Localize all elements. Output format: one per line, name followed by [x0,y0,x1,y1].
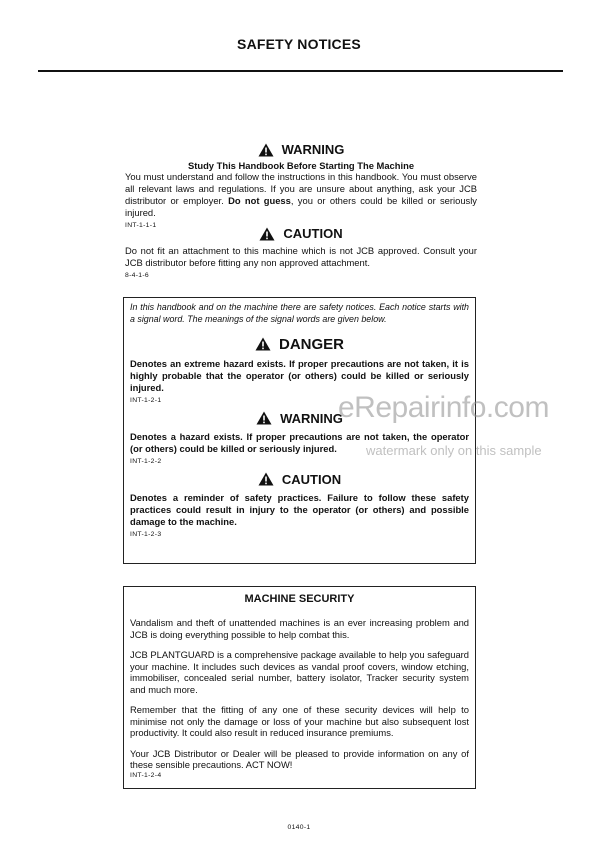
page-title: SAFETY NOTICES [237,36,361,52]
title-divider [38,70,563,72]
signal-caution-title: CAUTION [281,471,342,487]
signal-warning-title: WARNING [280,410,343,426]
warning-triangle-icon [258,143,274,157]
security-paragraph: Remember that the fitting of any one of these security devices will help to minimise not only the damage or loss of your machine but also subsequent lost productivity. It could also result in reduced insurance premiums. [130,704,469,738]
security-paragraph: JCB PLANTGUARD is a comprehensive package available to help you safeguard your machine. It includes such devices as vandal proof covers, window etching, immobiliser, concealed serial number, battery isolator, Tracker security system and much more. [130,649,469,695]
signal-caution-heading [130,472,469,487]
signal-warning-ref: INT-1-2-2 [130,457,162,465]
warning-notice-subheading: Study This Handbook Before Starting The Machine [187,160,415,171]
security-paragraph: Vandalism and theft of unattended machines is an ever increasing problem and JCB is doing everything possible to help combat this. [130,617,469,640]
signal-words-box [123,297,476,564]
watermark-note: watermark only on this sample [366,443,542,458]
warning-notice-ref: INT-1-1-1 [125,222,157,230]
warning-notice-text: You must understand and follow the instructions in this handbook. You must observe all relevant laws and regulations. If you are unsure about anything, ask your JCB distributor or employer. Do not guess, you or others could be killed or seriously injured. [125,171,477,219]
caution-notice-ref: 8-4-1-6 [125,272,150,280]
signal-warning-text: Denotes a hazard exists. If proper precautions are not taken, the operator (or others) could be killed or seriously injured. [130,430,469,454]
caution-notice-heading [125,226,477,241]
warning-triangle-icon [258,472,274,486]
danger-title: DANGER [278,335,344,353]
warning-triangle-icon [259,227,275,241]
warning-notice-heading [125,142,477,157]
watermark-site: eRepairinfo.com [338,391,549,424]
warning-notice [125,142,477,229]
warning-triangle-icon [255,337,271,351]
danger-heading [130,336,469,353]
caution-notice-text: Do not fit an attachment to this machine which is not JCB approved. Consult your JCB distributor before fitting any non approved attachment. [125,245,477,269]
machine-security-title: MACHINE SECURITY [244,593,355,605]
warning-triangle-icon [256,411,272,425]
machine-security-ref: INT-1-2-4 [130,771,162,779]
caution-notice-title: CAUTION [283,226,343,241]
security-paragraph: Your JCB Distributor or Dealer will be pleased to provide information on any of these sensible precautions. ACT NOW! [130,747,469,770]
signal-caution-ref: INT-1-2-3 [130,530,162,538]
danger-ref: INT-1-2-1 [130,396,162,404]
warning-notice-title: WARNING [281,142,345,157]
page-number: 0140-1 [287,824,311,831]
signal-caution-text: Denotes a reminder of safety practices. Failure to follow these safety practices could result in injury to the operator (or others) and possible damage to the machine. [130,491,469,527]
signal-words-intro: In this handbook and on the machine there are safety notices. Each notice starts with a signal word. The meanings of the signal words are given below. [130,302,469,325]
caution-notice [125,226,477,279]
danger-text: Denotes an extreme hazard exists. If proper precautions are not taken, it is highly probable that the operator (or others) could be killed or seriously injured. [130,357,469,393]
machine-security-box [123,586,476,789]
